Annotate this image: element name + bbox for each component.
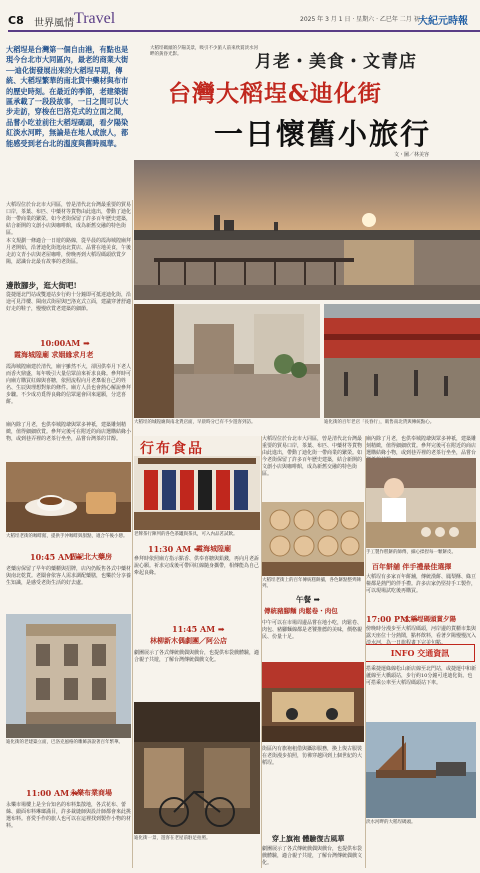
section-3-body: 永樂市場樓上是全台知名的布料集散地，各式花布、蕾絲、緞面布料琳瑯滿目，許多裁縫師與設計師都會來此挑選布料。喜愛手作的旅人也可以在這裡找到製作小物的材料。 [6,802,132,829]
coffee-photo [6,462,131,532]
section-4-title: 霞海城隍廟 [196,544,231,553]
column-divider [132,200,133,868]
column-divider [365,436,366,868]
photo-1-caption: 大稻埕老街的咖啡館，提供手沖咖啡與甜點，適合午後小憩。 [6,534,128,539]
section-2-title: 固記北大藥房 [70,552,112,561]
title-line-3: 一日懷舊小旅行 [214,117,432,151]
title-line-1: 月老・美食・文青店 [255,52,417,72]
walk-body: 從捷運北門站或雙連站步行約十分鐘即可抵達迪化街，沿途可見洋樓、閩南式街屋與巴洛克式立面，建議穿著舒適好走的鞋子，慢慢欣賞老建築的細節。 [6,292,132,312]
center-column-text-2: 街區內有旗袍租借與攝影服務，換上復古服裝在老街漫步拍照，彷彿穿越回到上個世紀的大稻埕。 [262,746,363,766]
header-rule [8,30,480,32]
shop-sign-text: 行布食品 [140,441,204,457]
section-5-body: 劇團展示了各式傳統戲偶與戲台，也提供布袋戲體驗，適合親子共遊，了解台灣傳統偶戲文化。 [134,650,260,663]
pastry-photo [262,502,364,576]
section-1-time: 10:00AM ➡ [40,338,90,348]
section-8-time: 17:00 PM ➡ [366,614,419,624]
column-divider [261,436,262,868]
section-4-time: 11:30 AM ➡ [148,544,201,554]
intro-body: 本文規劃一條適合一日遊的路線，從早晨的霞海城隍廟拜月老開始，沿著迪化街逛南北貨店、品嘗在地美食，午後走訪文青小店與老屋咖啡，傍晚再到大稻埕碼頭欣賞夕陽，認識台北最有故事的老街區。 [6,238,132,265]
walk-heading: 邊散腳步，逛大街吧! [6,281,77,290]
section-9-title: 穿上旗袍 體驗復古風華 [272,834,345,843]
section-6-title: 傳統豬腳麵 肉鬆卷・肉包 [264,607,338,615]
photo-4-caption: 迪化街的百年老店「長春行」，販售南北貨與傳統點心。 [324,420,435,425]
shop-photo [324,304,480,418]
pastry-making-photo [366,458,476,548]
interior-photo [134,702,260,834]
section-5-time: 11:45 AM ➡ [172,624,225,634]
info-box-title: INFO 交通資訊 [365,644,475,662]
section-8-body: 傍晚時分漫步至大稻埕碼頭，河岸邊的貨櫃市集與露天座位十分熱鬧，點杯飲料，看著夕陽慢慢沉入淡水河，為一日旅程畫下完美句點。 [366,626,477,646]
section-2-body: 老藥房保留了早年的藥櫃與招牌，店內仍販售各式中藥材與南北乾貨。老闆會依客人需求調配藥膳，也樂於分享養生知識，是感受老街生活的好去處。 [6,566,132,586]
lead-paragraph: 大稻埕是台灣第一個自由港，有點也是現今台北市大同區內，最老的商業大街──迪化街發展出來的大稻埕早期，傳統、大稻埕繁華的南北貨中藥材與布市的歷史時刻。在最近的季節，老建築街區承載了一段段故事，一日之間可以大步走訪，穿梭在巴洛克式的立面之間，品嘗小吃並前往大稻埕碼頭，看夕陽染紅淡水河畔，無論是在地人或旅人，都能感受到老台北的溫度與舊時風華。 [6,45,129,148]
intro-text: 大稻埕位於台北市大同區，曾是清代北台灣最重要的貿易口岸，茶葉、布匹、中藥材等貨物由此進出，帶動了迪化街一帶商業的繁榮。如今老街保留了許多百年歷史建築，結合新開的文創小店與咖啡館，成為新舊交融的特色街區。 [6,202,132,236]
right-column-text: 廟內除了月老，也供奉城隍爺與眾多神祇，建築雕刻精緻，值得細細欣賞。參拜完後可在附近的商店選購結緣小物，或到巷弄裡的老茶行坐坐，品嘗台 [366,436,477,456]
section-5-title: 林柳新木偶劇團／阿公店 [150,636,227,645]
section-7-body: 大稻埕有多家百年餅舖，傳統漢餅、鳳梨酥、綠豆椪都是熱門的伴手禮。許多店家仍堅持手工製作，可以現場試吃後再購買。 [366,574,477,594]
section-3-time: 11:00 AM ➡ [26,788,79,798]
section-1-body-2: 廟內除了月老，也供奉城隍爺與眾多神祇，建築雕刻精緻，值得細細欣賞。參拜完後可在附近的商店選購結緣小物，或到巷弄裡的老茶行坐坐，品嘗台灣茶的甘醇。 [6,422,132,442]
section-7-title: 百年餅舖 伴手禮最佳選擇 [372,562,452,571]
section-6-time: 午餐 ➡ [296,595,320,604]
photo-3-caption: 大稻埕的城隍廟與南北貨店面，早晨時分已有不少遊客到訪。 [134,420,256,425]
wharf-photo [366,722,476,818]
section-2-time: 10:45 AM ➡ [30,552,83,562]
section-4-body: 參拜時依照廟方指示點香、供奉喜糖與鉛錢，再向月老訴說心願。祈求完成後可帶回紅線隨身攜帶，相傳能為自己牽起良緣。 [134,556,260,576]
byline: 文・圖／林美容 [394,152,430,158]
photo-7-caption: 迪化街一景，遊客在老屋前駐足拍照。 [134,836,211,841]
page-number: C8 [8,14,24,27]
hero-sunset-photo [134,160,480,300]
section-name: 世界風情 [34,18,74,29]
title-line-2: 台灣大稻埕&迪化街 [168,80,382,107]
info-box-body: 搭乘捷運綠線松山新店線至北門站，或捷運中和新蘆線至大橋頭站，步行約10分鐘可達迪化街。也可搭乘公車至大稻埕碼頭站下車。 [366,666,477,686]
newspaper-logo: 大紀元時報 [418,16,468,27]
photo-5-caption: 老牌茶行陳列的各色茶罐與茶具，可入內品茗試飲。 [134,532,238,537]
section-6-body: 中午可以在市場周邊品嘗在地小吃，肉鬆卷、肉包、豬腳麵線都是老饕推薦的美味，價格親民、份量十足。 [262,620,363,640]
issue-date: 2025 年 3 月 1 日 · 星期六 · 乙巳年 二月 初二 [300,16,426,23]
building-photo [6,614,131,738]
restaurant-photo [262,662,364,742]
photo-2-caption: 迪化街的老建築立面，巴洛克風格的雕飾訴說著百年繁華。 [6,740,123,745]
section-9-body: 劇團展示了各式傳統戲偶與戲台，也提供布袋戲體驗，適合親子共遊，了解台灣傳統偶戲文化。 [262,846,363,866]
photo-8-caption: 手工製作糕餅的師傅，細心揉捏每一顆餅皮。 [366,550,456,555]
page-header [0,0,480,42]
section-travel: Travel [74,10,116,27]
section-1-body: 霞海城隍廟建於清代，廟宇雖然不大，卻因供奉月下老人而香火鼎盛，每年吸引大量信眾前來祈求良緣。參拜時可向廟方購買紅線與喜糖，依照流程向月老稟報自己的姓名、生辰與理想對象的條件。廟方人員也會熱心解說參拜步驟。不少成功覓得良緣的信眾還會回來還願，分送喜餅。 [6,364,132,405]
center-column-text: 大稻埕位於台北市大同區，曾是清代北台灣最重要的貿易口岸，茶葉、布匹、中藥材等貨物由此進出，帶動了迪化街一帶商業的繁榮。如今老街保留了許多百年歷史建築，結合新開的文創小店與咖啡館，成為新舊交融的特色街區。 [262,436,363,477]
temple-street-photo [134,304,320,418]
photo-9-caption: 淡水河畔的大稻埕碼頭。 [366,820,416,825]
section-8-title: 大稻埕碼頭賞夕陽 [404,615,456,623]
hero-caption: 大稻埕碼頭的夕陽美景，吸引不少旅人前來欣賞淡水河畔的黃昏光影。 [150,46,258,57]
photo-6-caption: 大稻埕老街上的百年傳統糕餅舖，各色餅點整齊陳列。 [262,578,361,589]
section-1-title: 霞海城隍廟 求姻緣求月老 [14,350,94,359]
section-3-title: 永樂布業商場 [70,788,112,797]
